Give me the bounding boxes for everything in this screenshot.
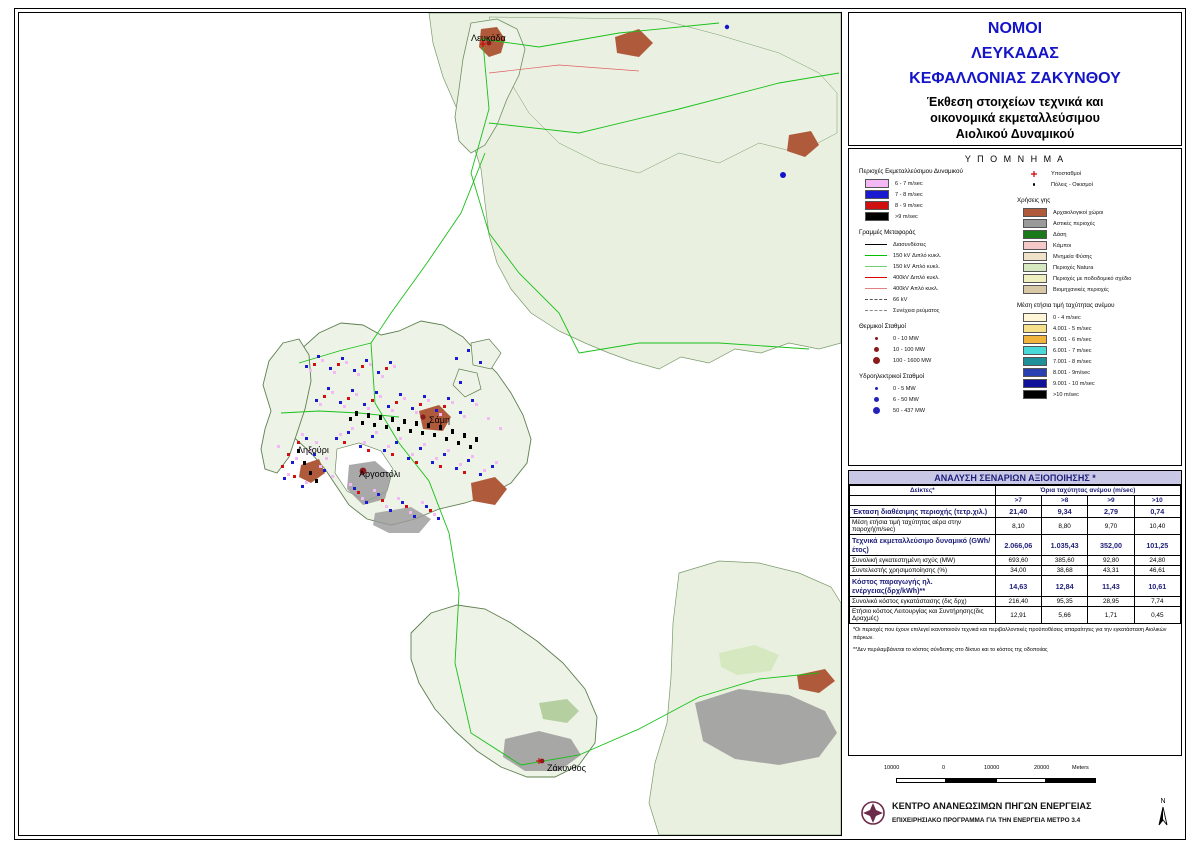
legend-label: 10 - 100 MW <box>893 346 926 353</box>
row-value: 34,00 <box>995 566 1041 576</box>
legend-item <box>865 239 1009 250</box>
north-arrow <box>1150 798 1176 832</box>
row-label: Κόστος παραγωγής ηλ. ενέργειας(δρχ/kWh)** <box>850 576 996 597</box>
row-label: Συνολικό κόστος εγκατάστασης (δις δρχ) <box>850 597 996 607</box>
row-value: 12,84 <box>1041 576 1087 597</box>
legend-item <box>1023 207 1177 218</box>
table-notes <box>849 624 1181 654</box>
table-row-header-label: Δείκτες* <box>850 486 996 496</box>
legend-label: 400kV Διπλό κυκλ. <box>893 274 940 281</box>
table-row <box>850 556 1181 566</box>
row-label: Συντελεστής χρησιμοποίησης (%) <box>850 566 996 576</box>
legend-group-title-potential: Περιοχές Εκμεταλλεύσιμου Δυναμικού <box>859 168 963 175</box>
legend-item <box>1023 312 1177 323</box>
right-column <box>848 12 1182 836</box>
scale-tick-label: 20000 <box>1034 765 1050 771</box>
legend-item <box>1023 179 1177 190</box>
legend-item <box>865 294 1009 305</box>
legend-label: 0 - 10 MW <box>893 335 919 342</box>
row-value: 0,74 <box>1134 506 1180 518</box>
legend-label: 100 - 1600 MW <box>893 357 932 364</box>
station-dot-icon <box>865 337 887 340</box>
map-label-lixouri: Ληξούρι <box>297 445 329 455</box>
row-value: 693,60 <box>995 556 1041 566</box>
table-col-gt8: >8 <box>1041 496 1087 506</box>
table-row <box>850 535 1181 556</box>
legend-swatch-icon <box>1023 390 1047 399</box>
legend-label: 7.001 - 8 m/sec <box>1053 358 1092 365</box>
legend-item <box>865 394 1009 405</box>
scale-tick-label: 10000 <box>884 765 900 771</box>
legend-swatch-icon <box>865 212 889 221</box>
substation-cross-icon <box>1023 170 1045 178</box>
legend-item <box>1023 262 1177 273</box>
map-label-lefkada: Λευκάδα <box>471 33 506 43</box>
legend-item <box>1023 229 1177 240</box>
legend-label: Συνέχεια ρεύματος <box>893 307 940 314</box>
row-value: 10,61 <box>1134 576 1180 597</box>
legend-swatch-icon <box>1023 241 1047 250</box>
legend-label: 6.001 - 7 m/sec <box>1053 347 1092 354</box>
legend-column-left <box>859 168 1009 416</box>
map-label-argostoli: Αργοστόλι <box>359 469 401 479</box>
legend-swatch-icon <box>1023 313 1047 322</box>
table-row <box>850 597 1181 607</box>
legend-label: 6 - 7 m/sec <box>895 180 923 187</box>
legend-box <box>848 148 1182 466</box>
line-sample-icon <box>865 299 887 300</box>
hydro-dot-icon <box>865 387 887 390</box>
row-value: 11,43 <box>1088 576 1134 597</box>
row-label: Μέση ετήσια τιμή ταχύτητας αέρα στην παροχή(m/sec) <box>850 518 996 535</box>
row-value: 10,40 <box>1134 518 1180 535</box>
row-value: 95,35 <box>1041 597 1087 607</box>
legend-item <box>1023 251 1177 262</box>
legend-label: 0 - 5 MW <box>893 385 916 392</box>
legend-label: Περιοχές με ποδοδομικό σχέδιο <box>1053 275 1132 282</box>
footer <box>848 798 1182 836</box>
legend-item <box>1023 168 1177 179</box>
row-label: Τεχνικά εκμεταλλεύσιμο δυναμικό (GWh/έτος) <box>850 535 996 556</box>
row-label: Έκταση διαθέσιμης περιοχής (τετρ.χιλ.) <box>850 506 996 518</box>
title-line-3: ΚΕΦΑΛΛΟΝΙΑΣ ΖΑΚΥΝΘΟΥ <box>909 70 1121 87</box>
legend-group-title-mean-speed: Μέση ετήσια τιμή ταχύτητας ανέμου <box>1017 302 1115 309</box>
legend-item <box>865 250 1009 261</box>
scale-tick-label: 10000 <box>984 765 1000 771</box>
row-value: 5,66 <box>1041 607 1087 624</box>
row-label: Συνολική εγκατεστημένη ισχύς (MW) <box>850 556 996 566</box>
cres-logo-icon <box>858 798 888 828</box>
legend-label: Μνημεία Φύσης <box>1053 253 1093 260</box>
legend-label: 0 - 4 m/sec <box>1053 314 1081 321</box>
map-label-sami: Σάμη <box>429 415 450 425</box>
legend-label: 66 kV <box>893 296 908 303</box>
legend-swatch-icon <box>1023 346 1047 355</box>
legend-label: 8 - 9 m/sec <box>895 202 923 209</box>
legend-item <box>1023 240 1177 251</box>
peloponnese-coast <box>649 561 841 835</box>
organization-name: ΚΕΝΤΡΟ ΑΝΑΝΕΩΣΙΜΩΝ ΠΗΓΩΝ ΕΝΕΡΓΕΙΑΣ <box>892 801 1092 811</box>
line-sample-icon <box>865 255 887 256</box>
row-value: 8,80 <box>1041 518 1087 535</box>
legend-swatch-icon <box>1023 274 1047 283</box>
legend-swatch-icon <box>1023 252 1047 261</box>
legend-swatch-icon <box>1023 219 1047 228</box>
legend-item <box>865 333 1009 344</box>
table-col-group-header: Όρια ταχύτητας ανέμου (m/sec) <box>995 486 1180 496</box>
legend-label: 4.001 - 5 m/sec <box>1053 325 1092 332</box>
legend-label: Βιομηχανικές περιοχές <box>1053 286 1109 293</box>
legend-item <box>1023 367 1177 378</box>
legend-swatch-icon <box>865 201 889 210</box>
row-label: Ετήσιο κόστος Λειτουργίας και Συντήρησης(δις Δραχμές) <box>850 607 996 624</box>
row-value: 216,40 <box>995 597 1041 607</box>
legend-swatch-icon <box>1023 208 1047 217</box>
title-line-2: ΛΕΥΚΑΔΑΣ <box>971 45 1059 62</box>
scenario-analysis-table <box>848 470 1182 756</box>
subtitle-line-1: Έκθεση στοιχείων τεχνικά και <box>926 95 1104 109</box>
legend-label: Υποσταθμοί <box>1051 170 1082 177</box>
station-dot-icon <box>865 357 887 364</box>
legend-item <box>1023 356 1177 367</box>
row-value: 14,63 <box>995 576 1041 597</box>
table-note-2: **Δεν περιλαμβάνεται το κόστος σύνδεσης στο δίκτυο και το κόστος της οδοποιίας <box>853 647 1048 653</box>
legend-label: >9 m/sec <box>895 213 918 220</box>
legend-item <box>1023 334 1177 345</box>
row-value: 1,71 <box>1088 607 1134 624</box>
legend-label: 6 - 50 MW <box>893 396 919 403</box>
hydro-dot-icon <box>865 407 887 414</box>
legend-label: 400kV Απλό κυκλ. <box>893 285 939 292</box>
legend-item <box>1023 389 1177 400</box>
table-row <box>850 506 1181 518</box>
row-value: 7,74 <box>1134 597 1180 607</box>
table-col-gt10: >10 <box>1134 496 1180 506</box>
row-value: 1.035,43 <box>1041 535 1087 556</box>
row-value: 43,31 <box>1088 566 1134 576</box>
title-line-1: ΝΟΜΟΙ <box>987 20 1043 37</box>
legend-item <box>1023 345 1177 356</box>
table-blank-cell <box>850 496 996 506</box>
row-value: 385,60 <box>1041 556 1087 566</box>
row-value: 21,40 <box>995 506 1041 518</box>
legend-item <box>865 355 1009 366</box>
legend-label: Διασυνδέσεις <box>893 241 927 248</box>
row-value: 24,80 <box>1134 556 1180 566</box>
legend-group-title-lines: Γραμμές Μεταφοράς <box>859 229 916 236</box>
legend-item <box>1023 284 1177 295</box>
line-sample-icon <box>865 244 887 245</box>
legend-item <box>865 383 1009 394</box>
row-value: 8,10 <box>995 518 1041 535</box>
row-value: 46,61 <box>1134 566 1180 576</box>
legend-label: 50 - 437 MW <box>893 407 926 414</box>
settlement-dot-icon <box>1023 183 1045 186</box>
row-value: 2.066,06 <box>995 535 1041 556</box>
subtitle-line-2: οικονομικά εκμεταλλεύσιμου <box>930 111 1100 125</box>
legend-label: Δάση <box>1053 231 1067 238</box>
legend-item <box>865 272 1009 283</box>
row-value: 38,68 <box>1041 566 1087 576</box>
legend-item <box>1023 218 1177 229</box>
title-box <box>848 12 1182 146</box>
legend-label: 150 kV Διπλό κυκλ. <box>893 252 942 259</box>
table-row <box>850 518 1181 535</box>
legend-swatch-icon <box>1023 368 1047 377</box>
row-value: 2,79 <box>1088 506 1134 518</box>
legend-group-title-landuse: Χρήσεις γης <box>1017 197 1051 204</box>
row-value: 9,70 <box>1088 518 1134 535</box>
legend-swatch-icon <box>865 190 889 199</box>
legend-item <box>865 261 1009 272</box>
table-subheader-row <box>850 496 1181 506</box>
legend-item <box>865 189 1009 200</box>
scale-tick-label: 0 <box>942 765 946 771</box>
legend-swatch-icon <box>1023 263 1047 272</box>
legend-item <box>865 344 1009 355</box>
legend-item <box>865 305 1009 316</box>
scale-bar-area <box>848 764 1182 796</box>
legend-item <box>865 283 1009 294</box>
program-name: ΕΠΙΧΕΙΡΗΣΙΑΚΟ ΠΡΟΓΡΑΜΜΑ ΓΙΑ ΤΗΝ ΕΝΕΡΓΕΙΑ ΜΕΤΡΟ 3.4 <box>892 817 1081 824</box>
legend-group-title-thermal: Θερμικοί Σταθμοί <box>859 323 906 330</box>
line-sample-icon <box>865 288 887 289</box>
map-panel[interactable] <box>18 12 842 836</box>
line-sample-icon <box>865 277 887 278</box>
row-value: 0,45 <box>1134 607 1180 624</box>
legend-item <box>865 200 1009 211</box>
legend-swatch-icon <box>1023 379 1047 388</box>
table-row <box>850 576 1181 597</box>
table-row <box>850 566 1181 576</box>
legend-label: Περιοχές Natura <box>1053 264 1094 271</box>
scale-unit-label: Meters <box>1072 765 1089 771</box>
station-dot-icon <box>865 347 887 352</box>
legend-label: Πόλεις - Οικισμοί <box>1051 181 1093 188</box>
legend-swatch-icon <box>865 179 889 188</box>
table-col-gt7: >7 <box>995 496 1041 506</box>
legend-group-title-hydro: Υδροηλεκτρικοί Σταθμοί <box>859 373 925 380</box>
legend-item <box>865 211 1009 222</box>
row-value: 92,80 <box>1088 556 1134 566</box>
table-header-row <box>850 486 1181 496</box>
row-value: 12,91 <box>995 607 1041 624</box>
row-value: 101,25 <box>1134 535 1180 556</box>
line-sample-icon <box>865 266 887 267</box>
table-col-gt9: >9 <box>1088 496 1134 506</box>
legend-item <box>865 178 1009 189</box>
legend-swatch-icon <box>1023 230 1047 239</box>
legend-label: 7 - 8 m/sec <box>895 191 923 198</box>
subtitle-line-3: Αιολικού Δυναμικού <box>955 127 1075 141</box>
table-note-1: *Οι περιοχές που έχουν επιλεγεί ικανοποιούν τεχνικά και περιβαλλοντικές προϋποθέσεις απαραίτητες για την εγκατάσταση Αιολικών πάρκων. <box>853 627 1167 641</box>
legend-label: >10 m/sec <box>1053 391 1079 398</box>
legend-item <box>1023 323 1177 334</box>
legend-label: Αρχαιολογικοί χώροι <box>1053 209 1104 216</box>
legend-item <box>1023 273 1177 284</box>
legend-label: 9.001 - 10 m/sec <box>1053 380 1095 387</box>
legend-item <box>865 405 1009 416</box>
legend-label: Αστικές περιοχές <box>1053 220 1096 227</box>
row-value: 28,95 <box>1088 597 1134 607</box>
legend-heading: Υ Π Ο Μ Ν Η Μ Α <box>964 154 1066 164</box>
legend-label: 150 kV Απλό κυκλ. <box>893 263 940 270</box>
legend-label: 5.001 - 6 m/sec <box>1053 336 1092 343</box>
row-value: 352,00 <box>1088 535 1134 556</box>
legend-label: Κάμποι <box>1053 242 1072 249</box>
scenario-table <box>849 485 1181 624</box>
table-row <box>850 607 1181 624</box>
legend-swatch-icon <box>1023 324 1047 333</box>
line-sample-icon <box>865 310 887 311</box>
north-label: N <box>1160 798 1166 805</box>
scenario-table-title: ΑΝΑΛΥΣΗ ΣΕΝΑΡΙΩΝ ΑΞΙΟΠΟΙΗΣΗΣ * <box>849 471 1181 485</box>
legend-column-right <box>1017 168 1177 400</box>
row-value: 9,34 <box>1041 506 1087 518</box>
legend-swatch-icon <box>1023 285 1047 294</box>
legend-swatch-icon <box>1023 357 1047 366</box>
scale-bar <box>896 778 1096 783</box>
legend-item <box>1023 378 1177 389</box>
legend-label: 8.001 - 9m/sec <box>1053 369 1090 376</box>
legend-swatch-icon <box>1023 335 1047 344</box>
map-label-zakynthos: Ζάκυνθος <box>547 763 586 773</box>
hydro-dot-icon <box>865 397 887 402</box>
